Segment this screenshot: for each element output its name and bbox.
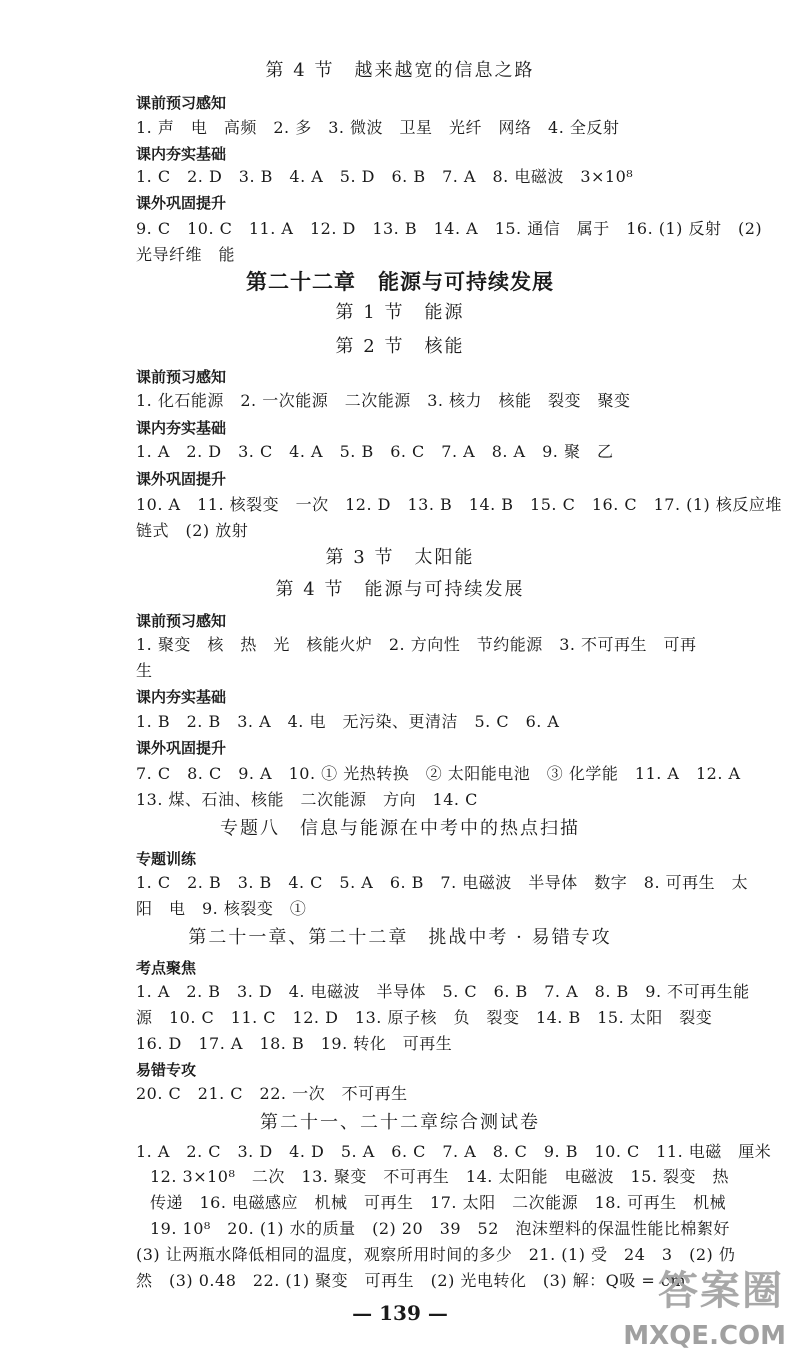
watermark-url: MXQE.COM — [623, 1321, 786, 1351]
answer-line: 阳 电 9. 核裂变 ① — [136, 899, 307, 918]
subheading-consolidation: 课外巩固提升 — [136, 739, 227, 757]
answer-line: 1. C 2. D 3. B 4. A 5. D 6. B 7. A 8. 电磁波 3×10⁸ — [136, 167, 634, 186]
section-title-comprehensive-test: 第二十一、二十二章综合测试卷 — [260, 1112, 540, 1133]
answer-line: 生 — [136, 661, 153, 680]
answer-line: 然 (3) 0.48 22. (1) 聚变 可再生 (2) 光电转化 (3) 解：Q吸 = cm — [136, 1271, 686, 1290]
subheading-preview: 课前预习感知 — [136, 612, 227, 630]
answer-line: 传递 16. 电磁感应 机械 可再生 17. 太阳 二次能源 18. 可再生 机械 — [150, 1193, 727, 1212]
subheading-topic-training: 专题训练 — [136, 850, 197, 868]
subheading-basics: 课内夯实基础 — [136, 145, 227, 163]
section-title-nuclear: 第 2 节 核能 — [335, 336, 465, 357]
watermark-logo-text: 答案圈 — [658, 1268, 784, 1314]
page-number: — 139 — — [352, 1301, 448, 1325]
answer-line: 1. 化石能源 2. 一次能源 二次能源 3. 核力 核能 裂变 聚变 — [136, 391, 631, 410]
answer-line: 1. 声 电 高频 2. 多 3. 微波 卫星 光纤 网络 4. 全反射 — [136, 118, 620, 137]
answer-line: 13. 煤、石油、核能 二次能源 方向 14. C — [136, 790, 478, 809]
answer-line: 9. C 10. C 11. A 12. D 13. B 14. A 15. 通信 属于 16. (1) 反射 (2) — [136, 219, 763, 238]
subheading-basics: 课内夯实基础 — [136, 688, 227, 706]
section-title-sustainable: 第 4 节 能源与可持续发展 — [275, 579, 525, 600]
section-title-energy: 第 1 节 能源 — [335, 302, 465, 323]
answer-line: 19. 10⁸ 20. (1) 水的质量 (2) 20 39 52 泡沫塑料的保温性能比棉絮好 — [150, 1219, 730, 1238]
answer-line: 1. A 2. D 3. C 4. A 5. B 6. C 7. A 8. A 9. 聚 乙 — [136, 442, 614, 461]
answer-line: 源 10. C 11. C 12. D 13. 原子核 负 裂变 14. B 15. 太阳 裂变 — [136, 1008, 713, 1027]
answer-line: 1. A 2. B 3. D 4. 电磁波 半导体 5. C 6. B 7. A 8. B 9. 不可再生能 — [136, 982, 750, 1001]
subheading-consolidation: 课外巩固提升 — [136, 194, 227, 212]
subheading-basics: 课内夯实基础 — [136, 419, 227, 437]
answer-line: 1. B 2. B 3. A 4. 电 无污染、更清洁 5. C 6. A — [136, 712, 560, 731]
answer-line: 光导纤维 能 — [136, 245, 236, 264]
chapter-title: 第二十二章 能源与可持续发展 — [246, 270, 554, 294]
answer-line: 1. 聚变 核 热 光 核能火炉 2. 方向性 节约能源 3. 不可再生 可再 — [136, 635, 697, 654]
answer-line: 16. D 17. A 18. B 19. 转化 可再生 — [136, 1034, 453, 1053]
section-title-solar: 第 3 节 太阳能 — [325, 547, 475, 568]
subheading-key-points: 考点聚焦 — [136, 959, 197, 977]
answer-line: 1. A 2. C 3. D 4. D 5. A 6. C 7. A 8. C 9. B 10. C 11. 电磁 厘米 — [136, 1142, 772, 1161]
subheading-preview: 课前预习感知 — [136, 368, 227, 386]
answer-line: 链式 (2) 放射 — [136, 521, 249, 540]
section-title-challenge: 第二十一章、第二十二章 挑战中考 · 易错专攻 — [188, 927, 612, 948]
section-title-topic-eight: 专题八 信息与能源在中考中的热点扫描 — [220, 818, 580, 839]
answer-line: 20. C 21. C 22. 一次 不可再生 — [136, 1084, 408, 1103]
answer-line: 10. A 11. 核裂变 一次 12. D 13. B 14. B 15. C 16. C 17. (1) 核反应堆 — [136, 495, 782, 514]
watermark-logo — [592, 1259, 792, 1351]
answer-line: 12. 3×10⁸ 二次 13. 聚变 不可再生 14. 太阳能 电磁波 15. 裂变 热 — [150, 1167, 729, 1186]
answer-line: 1. C 2. B 3. B 4. C 5. A 6. B 7. 电磁波 半导体 数字 8. 可再生 太 — [136, 873, 749, 892]
subheading-preview: 课前预习感知 — [136, 94, 227, 112]
answer-line: (3) 让两瓶水降低相同的温度，观察所用时间的多少 21. (1) 受 24 3 (2) 仍 — [136, 1245, 736, 1264]
section-title-info-road: 第 4 节 越来越宽的信息之路 — [265, 60, 535, 81]
subheading-consolidation: 课外巩固提升 — [136, 470, 227, 488]
subheading-error-prone: 易错专攻 — [136, 1061, 197, 1079]
answer-line: 7. C 8. C 9. A 10. ① 光热转换 ② 太阳能电池 ③ 化学能 11. A 12. A — [136, 764, 741, 783]
